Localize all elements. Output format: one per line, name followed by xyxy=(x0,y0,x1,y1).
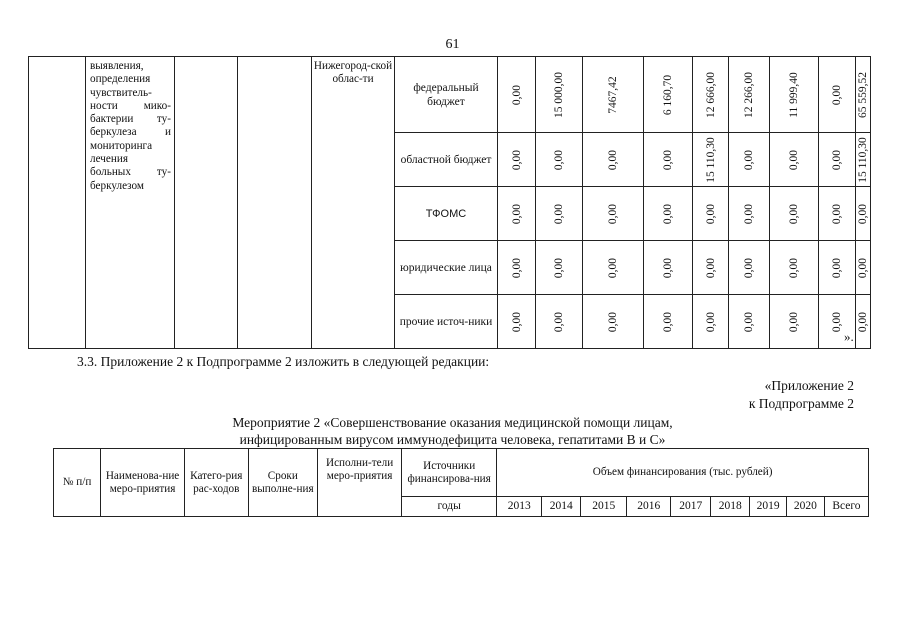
value-cell: 0,00 xyxy=(693,295,729,349)
year-cell: 2016 xyxy=(627,497,671,517)
value-cell: 0,00 xyxy=(498,57,536,133)
value-cell: 0,00 xyxy=(729,295,770,349)
value-cell: 0,00 xyxy=(770,241,819,295)
source-label: ТФОМС xyxy=(395,187,498,241)
header-measure-name: Наименова-ние меро-приятия xyxy=(101,449,185,517)
financing-table-continued xyxy=(28,56,871,349)
total-cell: 0,00 xyxy=(856,241,871,295)
region-cell: Нижегород-ской облас-ти xyxy=(312,57,395,349)
value-cell: 0,00 xyxy=(583,295,644,349)
year-cell: 2017 xyxy=(671,497,711,517)
year-cell: 2020 xyxy=(786,497,824,517)
value-cell: 0,00 xyxy=(583,241,644,295)
section-instruction: 3.3. Приложение 2 к Подпрограмме 2 изложить в следующей редакции: xyxy=(77,354,490,369)
measure-title xyxy=(0,414,905,448)
value-cell: 12 266,00 xyxy=(729,57,770,133)
value-cell: 0,00 xyxy=(536,133,583,187)
header-row xyxy=(54,449,869,497)
value-cell: 0,00 xyxy=(729,241,770,295)
cell-terms xyxy=(238,57,312,349)
measure-name-cell: выявления, определения чувствитель-ности мико-бактерии ту-беркулеза и мониторинга лечения больных ту-беркулезом xyxy=(86,57,175,349)
total-cell: 0,00 xyxy=(856,295,871,349)
value-cell: 0,00 xyxy=(498,133,536,187)
value-cell: 12 666,00 xyxy=(693,57,729,133)
value-cell: 0,00 xyxy=(583,133,644,187)
value-cell: 0,00 xyxy=(536,241,583,295)
value-cell: 11 999,40 xyxy=(770,57,819,133)
value-cell: 0,00 xyxy=(819,241,856,295)
value-cell: 0,00 xyxy=(498,187,536,241)
value-cell: 15 110,30 xyxy=(693,133,729,187)
value-cell: 0,00 xyxy=(498,295,536,349)
value-cell: 7467,42 xyxy=(583,57,644,133)
value-cell: 0,00 xyxy=(693,241,729,295)
year-cell: 2019 xyxy=(750,497,787,517)
table-row xyxy=(29,57,871,133)
year-cell: 2015 xyxy=(581,497,627,517)
appendix-line: к Подпрограмме 2 xyxy=(748,396,854,411)
year-cell: 2013 xyxy=(497,497,542,517)
financing-header-table xyxy=(53,448,869,517)
header-sources: Источники финансирова-ния xyxy=(402,449,497,497)
value-cell: 0,00 xyxy=(644,187,693,241)
header-terms: Сроки выполне-ния xyxy=(248,449,318,517)
cell-number xyxy=(29,57,86,349)
page-number: 61 xyxy=(445,37,460,52)
total-cell: 15 110,30 xyxy=(856,133,871,187)
measure-title-line: Мероприятие 2 «Совершенствование оказания медицинской помощи лицам, xyxy=(232,415,673,430)
value-cell: 0,00 xyxy=(644,241,693,295)
value-cell: 0,00 xyxy=(770,295,819,349)
year-total-cell: Всего xyxy=(824,497,868,517)
header-category: Катего-рия рас-ходов xyxy=(185,449,248,517)
measure-title-line: инфицированным вирусом иммунодефицита человека, гепатитами В и С» xyxy=(239,432,666,447)
value-cell: 6 160,70 xyxy=(644,57,693,133)
value-cell: 0,00 xyxy=(819,295,856,349)
value-cell: 0,00 xyxy=(498,241,536,295)
value-cell: 0,00 xyxy=(536,187,583,241)
value-cell: 0,00 xyxy=(819,187,856,241)
source-label: областной бюджет xyxy=(395,133,498,187)
source-label: юридические лица xyxy=(395,241,498,295)
value-cell: 0,00 xyxy=(770,187,819,241)
value-cell: 0,00 xyxy=(770,133,819,187)
value-cell: 0,00 xyxy=(583,187,644,241)
value-cell: 0,00 xyxy=(729,187,770,241)
header-number: № п/п xyxy=(54,449,101,517)
value-cell: 0,00 xyxy=(644,133,693,187)
year-cell: 2014 xyxy=(542,497,581,517)
appendix-heading xyxy=(749,377,854,413)
value-cell: 0,00 xyxy=(729,133,770,187)
header-volume: Объем финансирования (тыс. рублей) xyxy=(497,449,869,497)
value-cell: 0,00 xyxy=(693,187,729,241)
appendix-line: «Приложение 2 xyxy=(764,378,854,393)
year-cell: 2018 xyxy=(711,497,750,517)
value-cell: 0,00 xyxy=(536,295,583,349)
cell-category xyxy=(175,57,238,349)
total-cell: 0,00 xyxy=(856,187,871,241)
value-cell: 0,00 xyxy=(819,57,856,133)
source-label: прочие источ-ники xyxy=(395,295,498,349)
header-years-label: годы xyxy=(402,497,497,517)
value-cell: 15 000,00 xyxy=(536,57,583,133)
source-label: федеральный бюджет xyxy=(395,57,498,133)
value-cell: 0,00 xyxy=(644,295,693,349)
header-executors: Исполни-тели меро-приятия xyxy=(318,449,402,517)
closing-quote: ». xyxy=(844,329,854,344)
total-cell: 65 559,52 xyxy=(856,57,871,133)
value-cell: 0,00 xyxy=(819,133,856,187)
